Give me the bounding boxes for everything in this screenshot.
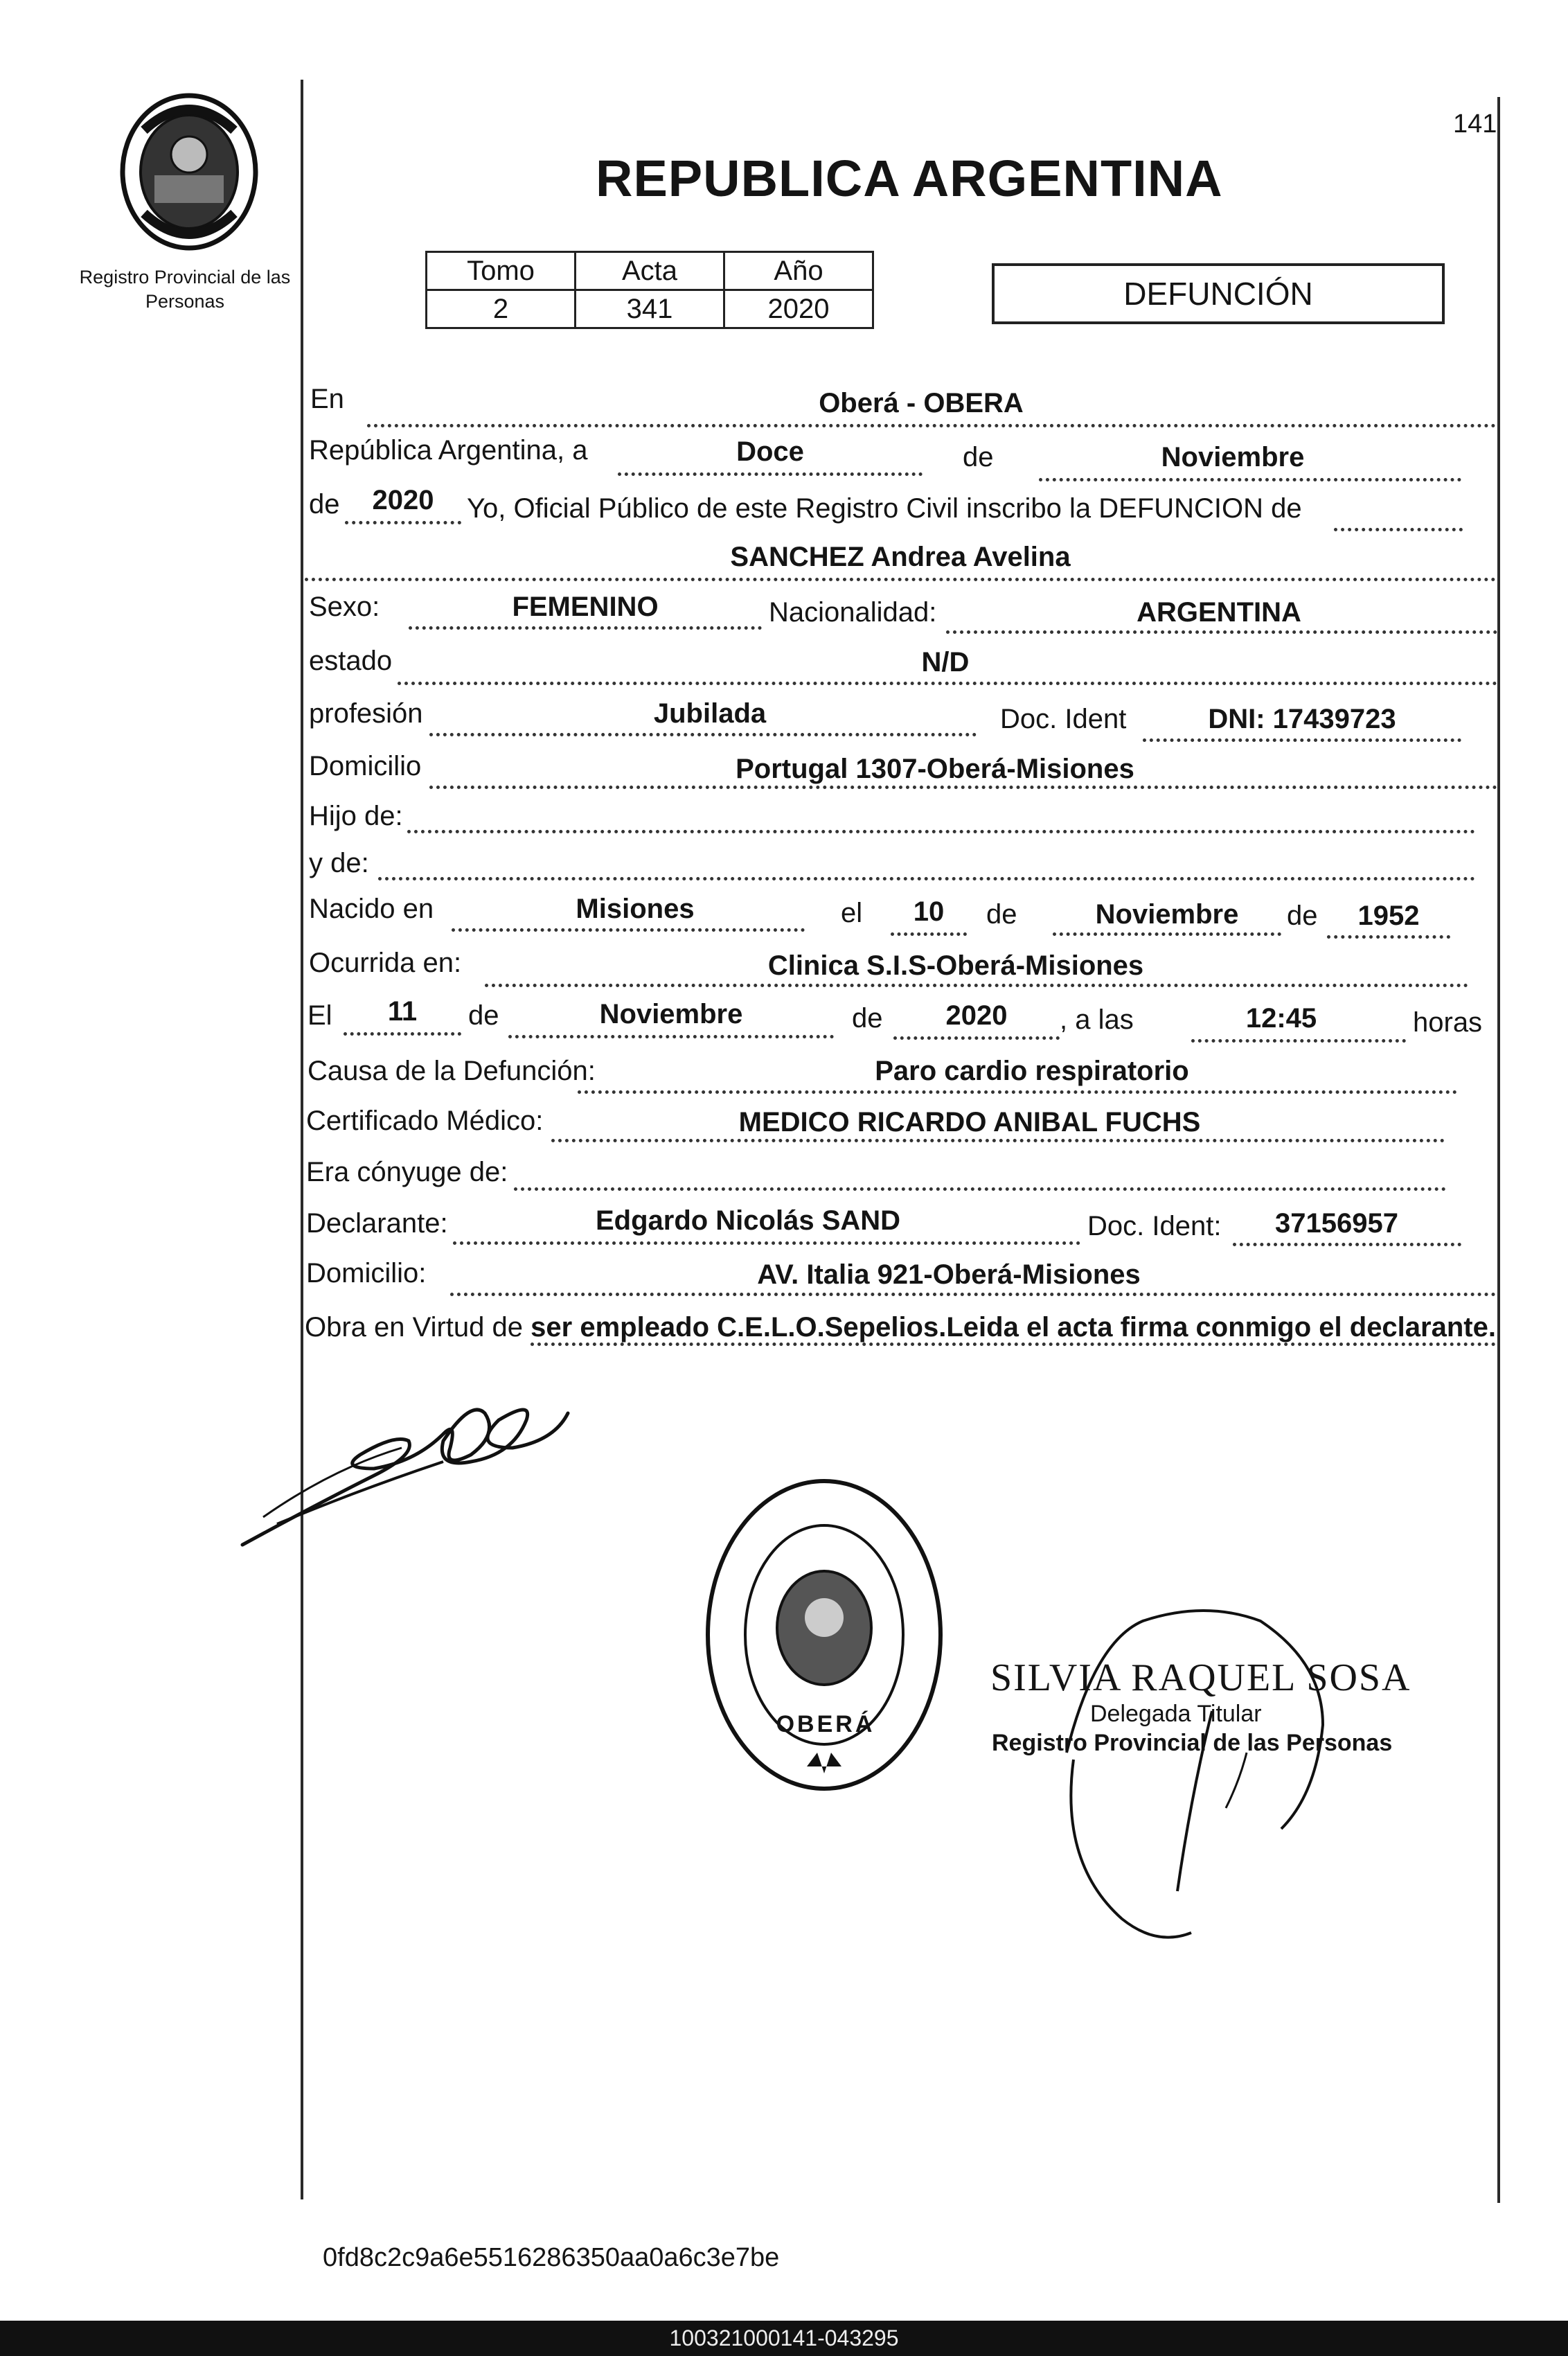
nacido-line [452,928,805,932]
nac-anio-line [1327,935,1450,939]
tomo-label: Tomo [427,252,576,290]
hora-value: 12:45 [1245,1003,1317,1034]
dia-value: Doce [736,436,804,467]
estado-label: estado [309,646,393,676]
de-label-6: de [852,1003,883,1034]
sexo-label: Sexo: [309,592,380,622]
right-margin-rule [1497,97,1500,2203]
declarante-label: Declarante: [306,1208,448,1239]
document-hash: 0fd8c2c9a6e5516286350aa0a6c3e7be [323,2243,780,2272]
certificado-line [551,1139,1445,1142]
certificado-value: MEDICO RICARDO ANIBAL FUCHS [738,1107,1201,1137]
def-dia-line [344,1032,461,1036]
profesion-line [429,733,977,736]
domicilio-line [429,786,1497,789]
de-label-1: de [963,442,994,472]
acta-value: 341 [576,290,724,328]
ocurrida-line [485,984,1468,987]
estado-line [398,682,1497,685]
hijo-label: Hijo de: [309,801,403,831]
doc-value: DNI: 17439723 [1208,704,1396,734]
obra-label: Obra en Virtud de [305,1312,524,1343]
nac-dia-line [891,932,967,936]
sexo-value: FEMENINO [512,592,659,622]
sexo-line [409,626,762,630]
doc-line [1143,738,1461,742]
profesion-label: profesión [309,698,423,729]
declarante-value: Edgardo Nicolás SAND [595,1205,901,1236]
certificado-label: Certificado Médico: [306,1106,544,1136]
en-label: En [310,384,344,414]
causa-line [578,1090,1457,1094]
inscripcion-text: Yo, Oficial Público de este Registro Civil inscribo la DEFUNCION de [467,493,1302,524]
nombre-line [305,578,1496,581]
El-label: El [308,1000,332,1031]
dia-line [618,472,923,476]
stamp-city: OBERÁ [776,1711,875,1737]
hijo-line [407,830,1475,833]
causa-value: Paro cardio respiratorio [875,1056,1189,1086]
mes-line [1039,478,1461,481]
yde-line [378,877,1475,880]
decl-doc-label: Doc. Ident: [1087,1211,1222,1241]
mes-value: Noviembre [1161,442,1305,472]
decl-domicilio-line [450,1293,1496,1296]
republica-label: República Argentina, a [309,435,588,466]
obra-paragraph [305,1309,1496,1345]
horas-label: horas [1413,1007,1483,1038]
reference-table [425,251,874,329]
nac-mes-line [1053,932,1281,936]
def-anio-value: 2020 [945,1000,1008,1031]
nacido-lugar-value: Misiones [576,894,695,924]
nombre-value: SANCHEZ Andrea Avelina [730,542,1071,572]
domicilio-label: Domicilio [309,751,422,781]
anio-value: 2020 [372,485,434,515]
lugar-value: Oberá - OBERA [819,388,1024,418]
ocurrida-value: Clinica S.I.S-Oberá-Misiones [767,950,1144,981]
nacionalidad-line [946,630,1497,634]
left-margin-rule [301,80,303,2199]
def-mes-value: Noviembre [599,999,743,1029]
inscripcion-line [1334,528,1463,531]
officer-role: Delegada Titular [1090,1701,1262,1727]
anio-value: 2020 [724,290,873,328]
page-title: REPUBLICA ARGENTINA [596,150,1223,207]
officer-name: SILVIA RAQUEL SOSA [990,1656,1411,1699]
def-dia-value: 11 [387,996,418,1027]
def-anio-line [893,1036,1060,1040]
officer-signature-icon [1053,1503,1344,1954]
yde-label: y de: [309,848,369,878]
anio-label: Año [724,252,873,290]
conyuge-label: Era cónyuge de: [306,1157,508,1187]
document-type-box: DEFUNCIÓN [992,263,1445,324]
def-mes-line [508,1035,834,1038]
barcode-id: 100321000141-043295 [0,2321,1568,2356]
declarante-line [453,1241,1080,1245]
nac-dia-value: 10 [913,896,945,927]
de-label-2: de [309,489,340,520]
ocurrida-label: Ocurrida en: [309,948,462,978]
doc-label: Doc. Ident [1000,704,1127,734]
decl-domicilio-value: AV. Italia 921-Oberá-Misiones [757,1259,1141,1290]
decl-doc-line [1233,1243,1461,1246]
nacionalidad-value: ARGENTINA [1137,597,1301,628]
nacido-label: Nacido en [309,894,434,924]
nac-anio-value: 1952 [1357,901,1420,931]
profesion-value: Jubilada [653,698,767,729]
provincial-seal-icon [116,89,262,255]
declarant-signature-icon [235,1379,603,1559]
acta-label: Acta [576,252,724,290]
el-label: el [841,898,863,928]
tomo-value: 2 [427,290,576,328]
anio-line [345,521,461,524]
decl-doc-value: 37156957 [1275,1208,1398,1239]
decl-domicilio-label: Domicilio: [306,1258,427,1288]
official-stamp-icon [700,1476,949,1808]
en-line [367,424,1496,427]
de-label-5: de [468,1000,499,1031]
officer-org: Registro Provincial de las Personas [992,1730,1393,1756]
causa-label: Causa de la Defunción: [308,1056,596,1086]
nac-mes-value: Noviembre [1095,899,1239,930]
alas-label: , a las [1060,1004,1134,1035]
de-label-4: de [1287,901,1318,931]
de-label-3: de [986,899,1017,930]
hora-line [1191,1039,1406,1043]
conyuge-line [514,1187,1446,1191]
domicilio-value: Portugal 1307-Oberá-Misiones [736,754,1134,784]
estado-value: N/D [921,647,970,677]
page-number: 141 [1453,109,1497,139]
obra-value: ser empleado C.E.L.O.Sepelios.Leida el acta firma conmigo el declarante. [531,1312,1496,1346]
nacionalidad-label: Nacionalidad: [769,597,937,628]
registry-label: Registro Provincial de las Personas [79,267,291,312]
